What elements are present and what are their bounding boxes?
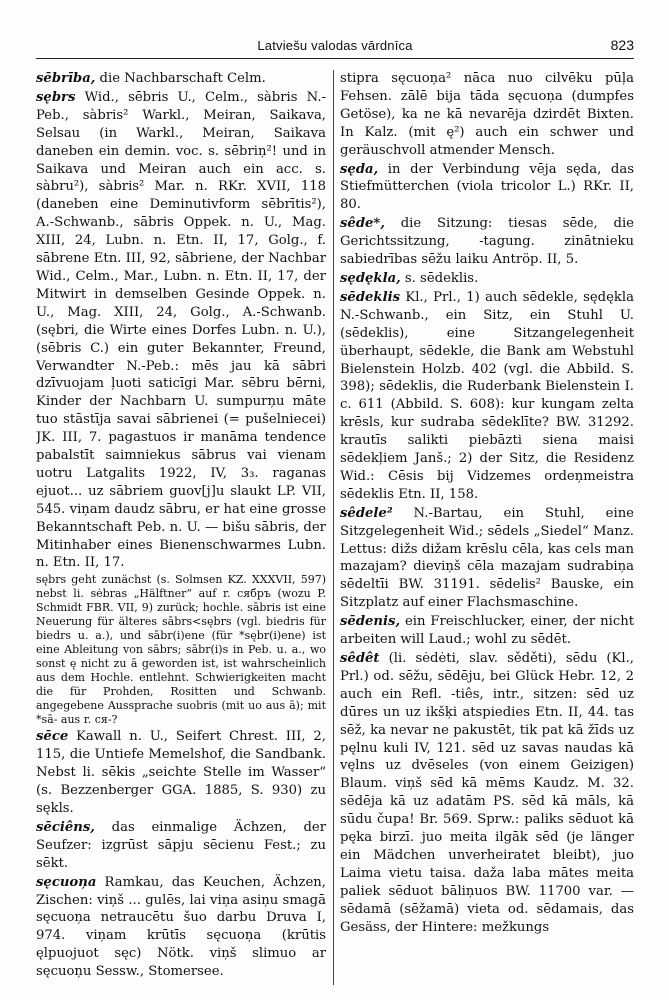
dictionary-entry — [340, 505, 634, 612]
entry-text: die Nachbarschaft Celm. — [95, 71, 266, 86]
entry-text: Wid., sēbris U., Celm., sàbris N.-Peb., sàbris² Warkl., Meiran, Saikava, Selsau (in Warkl., Meiran, Saikava daneben ein demin. voc. s. sēbriņ²! und in Saikava und Meiran auch ein acc. s. sàbru²), sàbris² Mar. n. RKr. XVII, 118 (daneben eine Deminutivform sēbrītis²), A.-Schwanb., sābris Oppek. n. U., Mag. XIII, 24, Lubn. n. Etn. II, 17, Golg., f. sābrene Etn. III, 92, sābriene, der Nachbar Wid., Celm., Mar., Lubn. n. Etn. II, 17, der Mitwirt in demselben Gesinde Oppek. n. U., Mag. XIII, 24, Golg., A.-Schwanb. (sębri, die Wirte eines Dorfes Lubn. n. U.), (sēbris C.) ein guter Bekannter, Freund, Verwandter N.-Peb.: mēs jau kā sābri dzīvuojam ļuoti saticīgi Mar. sēbru bērni, Kinder der Nachbarn U. sumpurņu māte tuo stāstīja savai sābrienei (= pušelniecei) JK. III, 7. pagastuos ir manāma tendence pabalstīt saimniekus sābrus vai vienam uotru Latgalits 1922, IV, 3₃. raganas ejuot... uz sābriem guov[j]u slaukt LP. VII, 545. viņam daudz sābru, er hat eine grosse Bekanntschaft Peb. n. U. — bišu sābris, der Mitinhaber eines Bienenschwarmes Lubn. n. Etn. II, 17. — [36, 89, 326, 571]
entry-text: Kawall n. U., Seifert Chrest. III, 2, 115, die Untiefe Memelshof, die Sandbank. Nebst li. sēkis „seichte Stelle im Wasser“ (s. Bezzenberger GGA. 1885, S. 930) zu sękls. — [36, 729, 326, 816]
dictionary-entry — [340, 215, 634, 269]
entry-text: s. sēdeklis. — [400, 270, 479, 286]
dictionary-entry — [36, 70, 326, 88]
entry-text: Ramkau, das Keuchen, Ächzen, Zischen: viņš ... gulēs, lai viņa asiņu smagā sęcuoņa netraucētu šuo darbu Druva I, 974. viņam krūtīs sęcuoņa (krūtis ęlpuojuot sęc) Nötk. viņš slimuo ar sęcuoņu Sessw., Stomersee. — [36, 874, 326, 980]
dictionary-entry — [340, 70, 634, 160]
entry-headword: sēbrība, — [36, 71, 96, 86]
column-divider — [333, 70, 334, 985]
running-title: Latviešu valodas vārdnīca — [257, 38, 413, 53]
entry-text: Kl., Prl., 1) auch sēdekle, sędękla N.-Schwanb., ein Sitz, ein Stuhl U. (sēdeklis), eine Sitzangelegenheit überhaupt, sēdekle, die Bank am Webstuhl Bielenstein Holzb. 402 (vgl. die Abbild. S. 398); sēdeklis, die Ruderbank Bielenstein I. c. 611 (Abbild. S. 608): kur kungam zelta krēsls, kur sudraba sēdeklīte? BW. 31292. krautīs salikti piebāzti siena maisi sēdekļiem Janš.; 2) der Sitz, die Residenz Wid.: Cēsis bij Vidzemes ordeņmeistra sēdeklis Etn. II, 158. — [340, 289, 634, 502]
entry-text: in der Verbindung vēja sęda, das Stiefmütterchen (viola tricolor L.) RKr. II, 80. — [340, 161, 634, 213]
dictionary-entry — [36, 819, 326, 873]
entry-text: stipra sęcuoņa² nāca nuo cilvēku pūļa Fehsen. zālē bija tāda sęcuoņa (dumpfes Getöse), ka ne kā nevarēja dzirdēt Bixten. In Kalz. (mit ę²) auch ein schwer und geräuschvoll atmender Mensch. — [340, 71, 634, 158]
entry-headword: sêdele² — [340, 505, 393, 521]
entry-headword: sēciêns, — [36, 819, 95, 835]
dictionary-entry — [340, 270, 634, 288]
dictionary-entry — [36, 874, 326, 981]
entry-headword: sęcuoņa — [36, 874, 97, 890]
entry-headword: sęda, — [340, 161, 379, 177]
dictionary-entry — [36, 728, 326, 818]
entry-text: die Sitzung: tiesas sēde, die Gerichtssitzung, -tagung. zinātnieku sabiedrības sēžu laiku Antröp. II, 5. — [340, 216, 634, 268]
entry-headword: sêde*, — [340, 216, 385, 232]
entry-headword: sēdenis, — [340, 614, 401, 630]
right-column — [340, 70, 634, 985]
entry-headword: sębrs — [36, 89, 76, 105]
entry-text: sębrs geht zunächst (s. Solmsen KZ. XXXVII, 597) nebst li. sėbras „Hälftner“ auf r. сябръ (wozu P. Schmidt FBR. VII, 9) zurück; hochle. sābris ist eine Neuerung für älteres sābrs<sębrs (vgl. biedris für biedrs u. a.), und sābr(i)ene (für *sębr(i)ene) ist eine Ableitung von sābrs; sābr(i)s in Peb. u. a., wo sonst ę nicht zu ā geworden ist, ist wahrscheinlich aus dem Hochle. entlehnt. Schwierigkeiten macht die für Prohden, Rositten und Schwanb. angegebene Aussprache suobris (mit uo aus ā); mit *sā- aus r. ся-? — [36, 573, 326, 727]
page-number: 823 — [610, 37, 634, 53]
dictionary-entry — [340, 650, 634, 937]
dictionary-entry — [340, 161, 634, 215]
entry-text: N.-Bartau, ein Stuhl, eine Sitzgelegenheit Wid.; sēdels „Siedel“ Manz. Lettus: dižs dižam krēslu cēla, kas cels man mazajam? dieviņš cēla mazajam sudrabiņa sēdeltīi BW. 31191. sēdelis² Bauske, ein Sitzplatz auf einer Flachsmaschine. — [340, 505, 634, 611]
entry-text: das einmalige Ächzen, der Seufzer: izgrūst sāpju sēcienu Fest.; zu sēkt. — [36, 819, 326, 871]
entry-text: (li. sėdėti, slav. sědětі), sēdu (Kl., Prl.) od. sēžu, sēdēju, bei Glück Hebr. 12, 2 auch ein Refl. -tiês, intr., sitzen: sēd uz dūres un uz ikšķi atspiedies Etn. II, 44. tas sēž, ka nevar ne pakustēt, tik pat kā žīds uz pęlnu kuli IV, 121. sēd uz savas naudas kā vęlns uz dvēseles (von einem Geizigen) Blaum. viņš sēd kā mēms Kaudz. M. 32. sēdēja kā uz adatām PS. sēd kā māls, kā sūdu čupa! Br. 569. Sprw.: paliks sēduot kā pęka birzī. juo meita ilgāk sēd (je länger ein Mädchen unverheiratet bleibt), juo Laima vietu taisa. daža laba mātes meita paliek sēduot bāliņuos BW. 11700 var. — sēdamā (sēžamā) vieta od. sēdamais, das Gesäss, der Hintere: mežkungs — [340, 651, 634, 935]
dictionary-entry — [36, 573, 326, 727]
dictionary-entry — [340, 613, 634, 649]
left-column — [36, 70, 326, 985]
dictionary-entry — [340, 289, 634, 504]
entry-headword: sēce — [36, 729, 69, 745]
entry-headword: sêdêt — [340, 651, 380, 666]
entry-headword: sędękla, — [340, 270, 401, 286]
entry-headword: sēdeklis — [340, 289, 401, 305]
dictionary-entry — [36, 89, 326, 572]
entry-text: ein Freischlucker, einer, der nicht arbeiten will Laud.; wohl zu sēdēt. — [340, 614, 634, 648]
page-header — [36, 36, 634, 59]
